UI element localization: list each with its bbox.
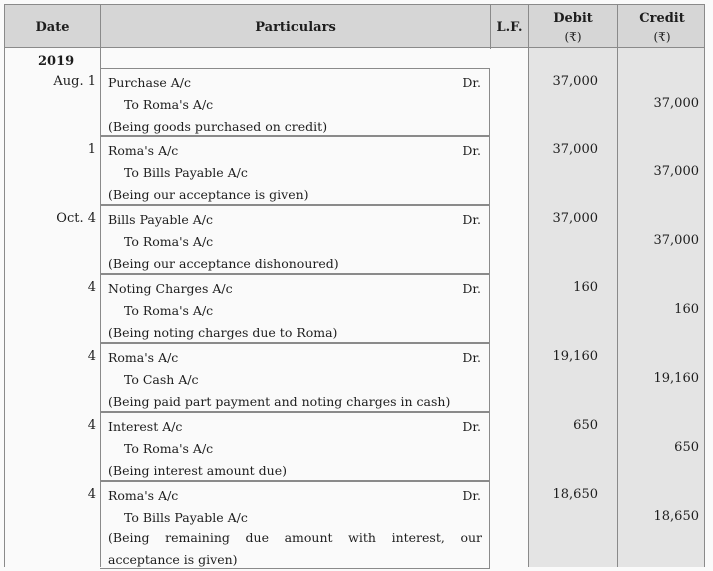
debit-account: Roma's A/c: [108, 350, 179, 365]
debit-amount: 160: [573, 280, 598, 295]
header-credit-label: Credit: [639, 10, 685, 26]
credit-amount: 37,000: [653, 233, 699, 248]
credit-amount: 37,000: [653, 164, 699, 179]
dr-marker: Dr.: [462, 143, 481, 158]
header-lf: [491, 5, 529, 49]
credit-account: To Roma's A/c: [124, 234, 214, 249]
particulars-cell: [100, 343, 490, 412]
header-date-label: Date: [35, 19, 70, 35]
credit-account: To Roma's A/c: [124, 441, 214, 456]
credit-account: To Bills Payable A/c: [124, 510, 248, 525]
header-lf-label: L.F.: [496, 19, 523, 35]
dr-marker: Dr.: [462, 419, 481, 434]
credit-amount: 650: [674, 440, 699, 455]
particulars-cell: [100, 68, 490, 136]
entry-date: 4: [87, 349, 96, 364]
entry-date: 4: [87, 418, 96, 433]
particulars-cell: [100, 412, 490, 481]
credit-account: To Roma's A/c: [124, 97, 214, 112]
entry-date: 1: [87, 142, 96, 157]
header-particulars-label: Particulars: [255, 19, 336, 35]
header-debit-unit: (₹): [564, 29, 582, 44]
particulars-cell: [100, 274, 490, 343]
credit-amount: 160: [674, 302, 699, 317]
dr-marker: Dr.: [462, 212, 481, 227]
narration: (Being interest amount due): [108, 463, 287, 478]
entry-date: Oct. 4: [56, 211, 96, 226]
credit-amount: 37,000: [653, 96, 699, 111]
debit-account: Roma's A/c: [108, 488, 179, 503]
journal-entry: [4, 412, 705, 481]
narration: (Being paid part payment and noting charges in cash): [108, 394, 451, 409]
header-debit: [529, 5, 618, 49]
debit-amount: 37,000: [552, 211, 598, 226]
journal-entry: [4, 68, 705, 136]
header-credit-unit: (₹): [653, 29, 671, 44]
debit-account: Bills Payable A/c: [108, 212, 213, 227]
credit-account: To Cash A/c: [124, 372, 199, 387]
header-credit: [618, 5, 706, 49]
debit-amount: 18,650: [552, 487, 598, 502]
debit-amount: 37,000: [552, 74, 598, 89]
credit-amount: 19,160: [653, 371, 699, 386]
journal-entry: [4, 481, 705, 569]
year-label: 2019: [38, 54, 75, 69]
narration: (Being remaining due amount with interest, our acceptance is given): [108, 530, 482, 567]
journal-entry: [4, 274, 705, 343]
narration: (Being noting charges due to Roma): [108, 325, 338, 340]
header-particulars: [101, 5, 491, 49]
credit-account: To Roma's A/c: [124, 303, 214, 318]
table-header: [4, 4, 705, 48]
entry-date: 4: [87, 280, 96, 295]
debit-account: Noting Charges A/c: [108, 281, 233, 296]
dr-marker: Dr.: [462, 350, 481, 365]
journal-entry: [4, 205, 705, 274]
credit-amount: 18,650: [653, 509, 699, 524]
dr-marker: Dr.: [462, 488, 481, 503]
credit-account: To Bills Payable A/c: [124, 165, 248, 180]
header-date: [5, 5, 101, 49]
debit-amount: 19,160: [552, 349, 598, 364]
particulars-cell: [100, 481, 490, 569]
journal-table: [4, 4, 705, 567]
entry-date: Aug. 1: [53, 74, 96, 89]
particulars-cell: [100, 136, 490, 205]
dr-marker: Dr.: [462, 75, 481, 90]
journal-entry: [4, 343, 705, 412]
debit-account: Roma's A/c: [108, 143, 179, 158]
particulars-cell: [100, 205, 490, 274]
debit-account: Interest A/c: [108, 419, 183, 434]
debit-amount: 650: [573, 418, 598, 433]
journal-entry: [4, 136, 705, 205]
narration: (Being goods purchased on credit): [108, 119, 328, 134]
narration: (Being our acceptance is given): [108, 187, 309, 202]
header-debit-label: Debit: [553, 10, 593, 26]
dr-marker: Dr.: [462, 281, 481, 296]
narration: (Being our acceptance dishonoured): [108, 256, 339, 271]
entry-date: 4: [87, 487, 96, 502]
debit-amount: 37,000: [552, 142, 598, 157]
debit-account: Purchase A/c: [108, 75, 191, 90]
